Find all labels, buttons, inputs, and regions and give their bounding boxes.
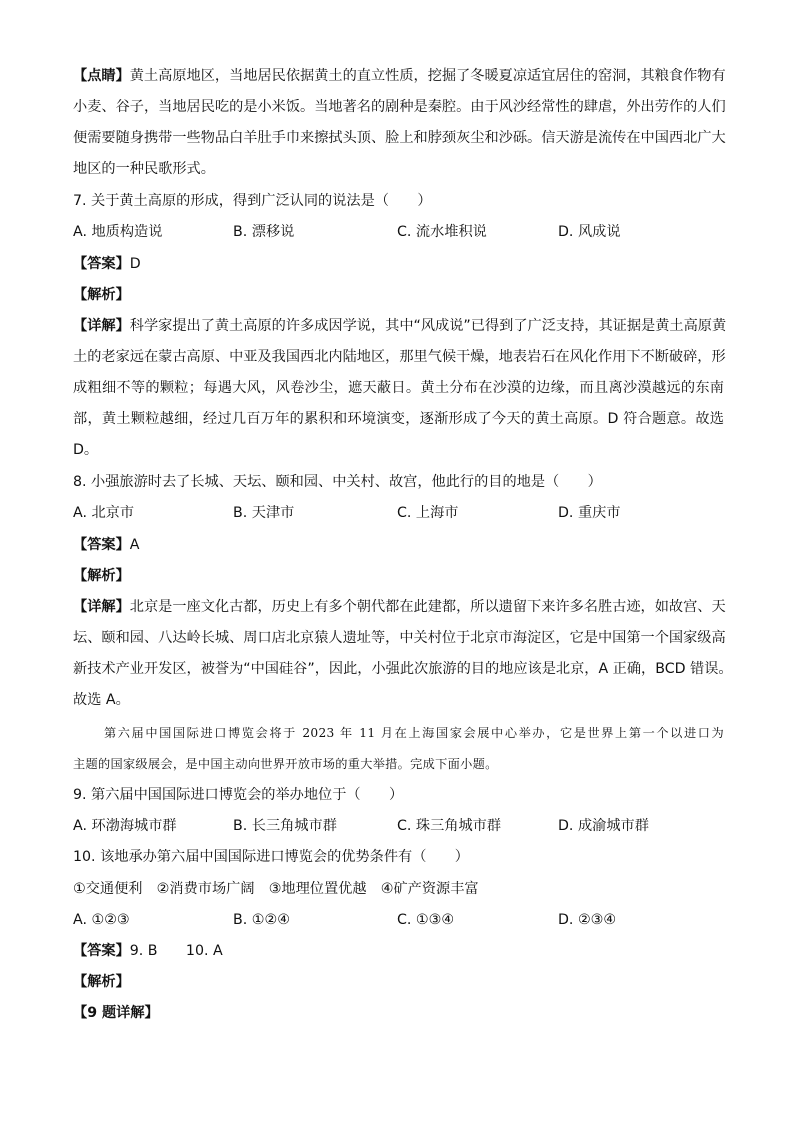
q7-detail-line-3: 成粗细不等的颗粒；每遇大风，风卷沙尘，遮天蔽日。黄土分布在沙漠的边缘，而且离沙漠越远的东南 bbox=[73, 380, 724, 396]
q7-detail-line-2: 土的老家远在蒙古高原、中亚及我国西北内陆地区，那里气候干燥，地表岩石在风化作用下不断破碎，形 bbox=[73, 349, 726, 365]
q7-stem: 7. 关于黄土高原的形成，得到广泛认同的说法是（ ） bbox=[73, 193, 432, 209]
q8-detail-line-2: 坛、颐和园、八达岭长城、周口店北京猿人遗址等，中关村位于北京市海淀区，它是中国第一个国家级高 bbox=[73, 630, 726, 646]
q8-option-c: C. 上海市 bbox=[397, 505, 459, 521]
q7-option-b: B. 漂移说 bbox=[233, 224, 295, 240]
q10-option-b: B. ①②④ bbox=[233, 912, 290, 928]
q8-detail-text: 北京是一座文化古都，历史上有多个朝代都在此建都，所以遗留下来许多名胜古迹，如故宫、天 bbox=[129, 599, 726, 615]
dianjing-line-1 bbox=[73, 66, 724, 86]
q8-option-b: B. 天津市 bbox=[233, 505, 295, 521]
q9-option-b: B. 长三角城市群 bbox=[233, 818, 337, 834]
q7-answer-label: 【答案】 bbox=[73, 256, 130, 272]
answers-9-10-text: 9. B 10. A bbox=[129, 943, 223, 959]
dianjing-line-2: 小麦、谷子，当地居民吃的是小米饭。当地著名的剧种是秦腔。由于风沙经常性的肆虐，外出劳作的人们 bbox=[73, 99, 726, 115]
passage-line-2: 主题的国家级展会，是中国主动向世界开放市场的重大举措。完成下面小题。 bbox=[73, 757, 498, 771]
q8-detail-line-1 bbox=[73, 597, 724, 617]
q7-analysis-label: 【解析】 bbox=[73, 287, 130, 303]
dianjing-line-4: 地区的一种民歌形式。 bbox=[73, 161, 215, 177]
dianjing-label: 【点睛】 bbox=[73, 68, 130, 84]
q7-detail-text: 科学家提出了黄土高原的许多成因学说，其中“风成说”已得到了广泛支持，其证据是黄土高原黄 bbox=[129, 318, 727, 334]
q10-stem: 10. 该地承办第六届中国国际进口博览会的优势条件有（ ） bbox=[73, 849, 469, 865]
detail-9-label: 【9 题详解】 bbox=[73, 1005, 159, 1021]
q7-answer bbox=[73, 254, 724, 274]
answers-9-10-label: 【答案】 bbox=[73, 943, 130, 959]
q8-option-a: A. 北京市 bbox=[73, 505, 135, 521]
q9-option-c: C. 珠三角城市群 bbox=[397, 818, 502, 834]
q8-stem: 8. 小强旅游时去了长城、天坛、颐和园、中关村、故宫，他此行的目的地是（ ） bbox=[73, 474, 602, 490]
q10-option-a: A. ①②③ bbox=[73, 912, 130, 928]
q8-options bbox=[73, 503, 733, 523]
q7-detail-line-4: 部，黄土颗粒越细，经过几百万年的累积和环境演变，逐渐形成了今天的黄土高原。D 符合题意。故选 bbox=[73, 411, 724, 427]
q8-answer bbox=[73, 535, 724, 555]
q10-conditions: ①交通便利 ②消费市场广阔 ③地理位置优越 ④矿产资源丰富 bbox=[73, 881, 479, 897]
analysis-9-10-label: 【解析】 bbox=[73, 974, 130, 990]
q8-detail-label: 【详解】 bbox=[73, 599, 130, 615]
q7-options bbox=[73, 222, 733, 242]
q9-options bbox=[73, 816, 733, 836]
q10-option-c: C. ①③④ bbox=[397, 912, 455, 928]
answers-9-10 bbox=[73, 941, 724, 961]
q7-detail-label: 【详解】 bbox=[73, 318, 130, 334]
q9-option-a: A. 环渤海城市群 bbox=[73, 818, 177, 834]
q7-detail-line-5: D。 bbox=[73, 442, 99, 458]
dianjing-line-3: 便需要随身携带一些物品白羊肚手巾来擦拭头顶、脸上和脖颈灰尘和沙砾。信天游是流传在中国西北广大 bbox=[73, 130, 726, 146]
q7-option-c: C. 流水堆积说 bbox=[397, 224, 487, 240]
q7-option-d: D. 风成说 bbox=[558, 224, 621, 240]
q9-stem: 9. 第六届中国国际进口博览会的举办地位于（ ） bbox=[73, 787, 404, 803]
q10-options bbox=[73, 910, 733, 930]
q7-option-a: A. 地质构造说 bbox=[73, 224, 163, 240]
q10-option-d: D. ②③④ bbox=[558, 912, 617, 928]
q8-detail-line-4: 故选 A。 bbox=[73, 692, 130, 708]
dianjing-text: 黄土高原地区，当地居民依据黄土的直立性质，挖掘了冬暖夏凉适宜居住的窑洞，其粮食作物有 bbox=[129, 68, 726, 84]
q7-answer-value: D bbox=[129, 256, 141, 272]
passage-line-1: 第六届中国国际进口博览会将于 2023 年 11 月在上海国家会展中心举办，它是世界上第一个以进口为 bbox=[104, 726, 724, 740]
q7-detail-line-1 bbox=[73, 316, 727, 336]
q9-option-d: D. 成渝城市群 bbox=[558, 818, 649, 834]
q8-answer-label: 【答案】 bbox=[73, 537, 130, 553]
q8-answer-value: A bbox=[129, 537, 140, 553]
q8-option-d: D. 重庆市 bbox=[558, 505, 621, 521]
q8-detail-line-3: 新技术产业开发区，被誉为“中国硅谷”，因此，小强此次旅游的目的地应该是北京，A 正确，BCD 错误。 bbox=[73, 661, 733, 677]
q8-analysis-label: 【解析】 bbox=[73, 568, 130, 584]
